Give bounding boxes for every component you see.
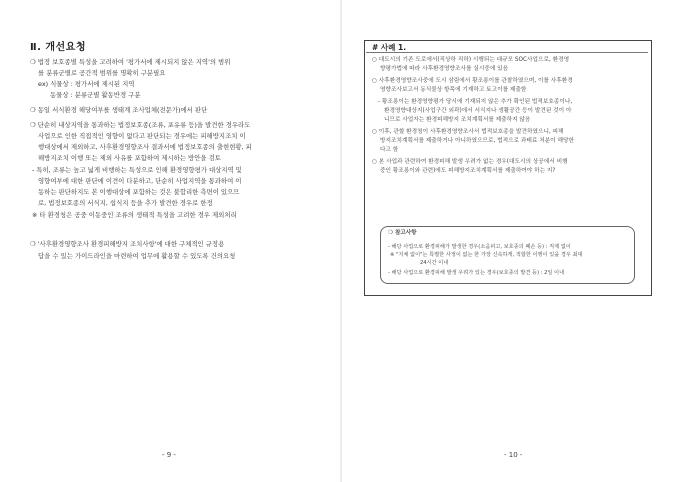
case-title: # 사례 1. — [372, 43, 407, 52]
text-line: 24시간 이내 — [420, 260, 449, 266]
text-line: ❍ 법정 보호종별 특성을 고려하여 '평가서에 제시되지 않은 지역'의 범위 — [30, 58, 231, 66]
text-line: 행대상에서 제외하고, 사후환경영향조사 결과서에 법정보호종의 출현현황, 피 — [38, 143, 252, 151]
page-number: - 10 - — [504, 451, 523, 459]
text-line: 다고 함 — [380, 147, 399, 153]
text-line: 영향조사보고서 동식물상 항목에 기재하고 토고이를 제출함 — [380, 87, 527, 93]
text-line: 동하는 판단하지도 본 이행대상에 포함하는 것은 불합리한 측면이 있으므 — [38, 188, 240, 196]
text-line: ❍ 단순히 내상지역을 통과하는 법정보호종(조류, 포유류 등)을 발견한 경우라도 — [30, 121, 251, 129]
text-line: 니므로 사업자는 환경피해방지 조치계획서를 제출하지 않음 — [384, 117, 531, 123]
text-line: 향평가법에 따라 사후환경영향조사를 실시중에 있음 — [380, 66, 509, 72]
text-line: 로, 법정보호종의 서식지, 섭식지 등을 추가 발견한 경우로 한정 — [38, 199, 213, 207]
text-line: ○ 대도시의 기존 도로에서(직상하 직하) 시행되는 대규모 SOC사업으로, 환경영 — [372, 57, 570, 63]
text-line: ❍ '사후환경영향조사 환경피해방지 조치사항'에 대한 구체적인 규정용 — [30, 240, 225, 248]
text-line: 동물상 : 분류군별 활동반경 구분 — [50, 91, 141, 99]
text-line: ❍ 동일 서식환경 해당여부를 생태계 조사업체(전문가)에서 판단 — [30, 106, 208, 114]
text-line: ex) 식물상 : 평가서에 제시된 지역 — [38, 80, 135, 88]
text-line: - 황조롱이는 환경영향평가 당시에 기재되지 않은 추가 확인된 법적보호종이나, — [378, 99, 573, 105]
left-page — [0, 0, 341, 482]
text-line: ○ 본 사업과 관련하여 환경피해 발생 우려가 없는 경우(대도시의 상공에서 비행 — [372, 159, 568, 165]
section-title: Ⅱ. 개선요청 — [30, 42, 87, 53]
text-line: ○ 사후환경영향조사중에 도시 삼림에서 황조롱이를 관찰하였으며, 이를 사후환경 — [372, 78, 573, 84]
text-line: 중인 황조롱이와 관련)에도 피해방지조치계획서를 제출하여야 하는 지? — [380, 168, 556, 174]
text-line: ※ 타 환경청은 공중 이동중인 조류의 생태적 특성을 고려한 경우 제외처리 — [32, 211, 237, 219]
text-line: - 해당 사업으로 환경피해 발생 우려가 있는 경우(보호종의 발견 등) : 2일 이내 — [388, 270, 565, 276]
text-line: 답을 수 있는 가이드라인을 마련하여 업무에 활용할 수 있도록 건의요청 — [38, 252, 236, 260]
text-line: ※ "지체 없이"는 특별한 사정이 없는 한 가장 신속하게, 적합한 이행이 있을 경우 최대 — [390, 252, 583, 258]
page-number: - 9 - — [162, 451, 176, 459]
text-line: 영향여부에 대한 판단에 이견이 다분하고, 단순히 사업지역을 통과하여 이 — [38, 177, 242, 185]
text-line: ○ 이후, 관할 환경청이 사후환경영향조사서 법적보호종을 발견하였으니, 피해 — [372, 129, 564, 135]
case-divider — [366, 52, 648, 53]
text-line: 를 분류군별로 공간적 범위를 명확히 구분필요 — [38, 69, 166, 77]
text-line: 사업으로 인한 직접적인 영향이 없다고 판단되는 경우에는 피해방지조치 이 — [38, 132, 246, 140]
text-line: - 특히, 조류는 높고 넓게 비행하는 특성으로 인해 환경영향평가 대상지역 및 — [32, 166, 242, 174]
text-line: 해방지조치 이행 또는 제외 사유를 포함하여 제시하는 방안을 검토 — [38, 154, 221, 162]
text-line: 환경영향대상지(사업구간 외곽)에서 서식지나 생활공간 등이 발견된 것이 아 — [384, 108, 572, 114]
text-line: 방지조치계획서를 제출하거나 아니하였으므로, 법적으로 과태료 처분이 해당한 — [380, 138, 574, 144]
note-title: ❍ 참고사항 — [388, 230, 417, 236]
text-line: - 해당 사업으로 환경피해가 발생한 경우(소음피고, 보호종의 폐손 등) : 직제 없이 — [388, 244, 571, 250]
